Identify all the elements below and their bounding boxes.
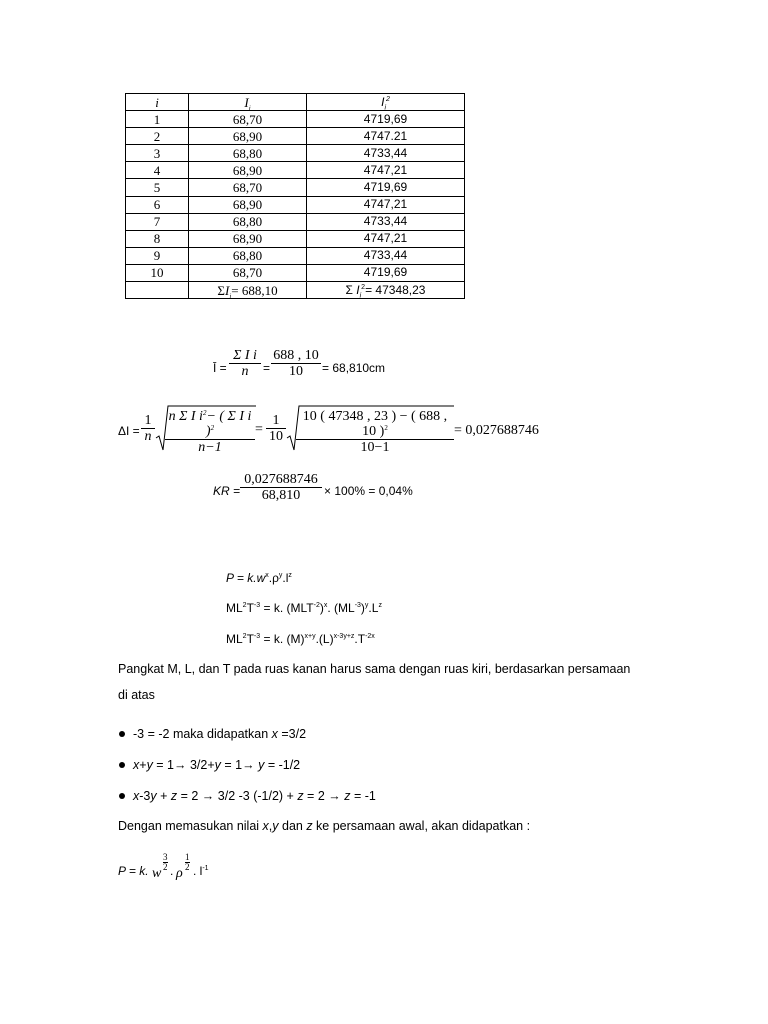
table-row xyxy=(126,247,465,264)
final-rho: ρ xyxy=(176,866,183,881)
rho-exponent: 1 2 xyxy=(185,852,190,872)
dim-equation-1: $P = k.w^x.\rho^y.l^z$ xyxy=(226,571,292,585)
table-header-row xyxy=(126,94,465,111)
table-cell: 4747,21 xyxy=(307,162,465,179)
table-cell: 3 xyxy=(126,145,189,162)
delta-lhs: ΔI = xyxy=(118,424,140,438)
radicand-2: $\frac{10 ( 47348 , 23 ) - ( 688 , 10 )^2}{10-1}$ xyxy=(296,409,454,455)
table-cell: 4733,44 xyxy=(307,247,465,264)
header-i: i xyxy=(126,94,189,111)
delta-equals-1: = xyxy=(255,422,263,437)
table-cell: 10 xyxy=(126,264,189,281)
table-cell: 6 xyxy=(126,196,189,213)
table-row xyxy=(126,213,465,230)
mean-fraction-1: $\frac{\text{Σ I i}}{n}$ xyxy=(229,348,261,379)
sum-blank xyxy=(126,282,189,299)
bullet-icon xyxy=(119,762,125,768)
header-Ii-squared: $I_i^2$ xyxy=(307,94,465,111)
radicand-1: $\frac{n \Sigma I i^2- ( \Sigma I i )^2}{n-1}$ xyxy=(165,409,255,455)
table-cell: 9 xyxy=(126,247,189,264)
paragraph-2: Dengan memasukan nilai x,y dan z ke persamaan awal, akan didapatkan : xyxy=(118,819,531,833)
paragraph-line-2: di atas xyxy=(118,688,155,702)
table-row xyxy=(126,145,465,162)
mean-result: = 68,810cm xyxy=(322,361,386,375)
sum-Ii-squared: Σ $I_i^2= 47348,23$ xyxy=(307,282,465,299)
bullet-icon xyxy=(119,731,125,737)
table-row xyxy=(126,128,465,145)
table-cell: 4747.21 xyxy=(307,128,465,145)
bullet-1: -3 = -2 maka didapatkan x =3/2 xyxy=(133,727,307,741)
table-cell: 68,90 xyxy=(189,162,307,179)
table-cell: 1 xyxy=(126,111,189,128)
table-cell: 4747,21 xyxy=(307,230,465,247)
final-w: w xyxy=(152,866,162,881)
table-cell: 5 xyxy=(126,179,189,196)
table-cell: 4733,44 xyxy=(307,145,465,162)
table-cell: 68,80 xyxy=(189,145,307,162)
mean-lhs: Ī = xyxy=(213,361,227,375)
table-row xyxy=(126,196,465,213)
table-row xyxy=(126,230,465,247)
dim-equation-3: $ML^2T^{-3} = k$. $(M)^{x+y}.(L)^{x-3y+z}.T^{-2x}$ xyxy=(226,632,375,646)
kr-lhs: KR = xyxy=(213,484,241,498)
final-lhs: P = k. xyxy=(118,864,149,878)
header-Ii: $I_i$ xyxy=(189,94,307,111)
final-l: . $l^{-1}$ xyxy=(193,864,209,878)
table-cell: 68,90 xyxy=(189,230,307,247)
paragraph-line-1: Pangkat M, L, dan T pada ruas kanan harus sama dengan ruas kiri, berdasarkan persamaan xyxy=(118,662,631,676)
mean-equals: = xyxy=(263,361,271,375)
data-table xyxy=(125,93,465,299)
table-cell: 2 xyxy=(126,128,189,145)
table-cell: 68,70 xyxy=(189,179,307,196)
table-cell: 68,70 xyxy=(189,111,307,128)
table-row xyxy=(126,179,465,196)
w-exponent: 3 2 xyxy=(163,852,168,872)
dim-equation-2: $ML^2T^{-3} = k$. $(MLT^{-2})^x$. $(ML^{-3})^y.L^z$ xyxy=(226,601,382,615)
table-cell: 4719,69 xyxy=(307,179,465,196)
table-row xyxy=(126,264,465,281)
table-cell: 68,90 xyxy=(189,196,307,213)
table-cell: 4719,69 xyxy=(307,111,465,128)
table-cell: 4733,44 xyxy=(307,213,465,230)
table-cell: 68,90 xyxy=(189,128,307,145)
table-sum-row xyxy=(126,282,465,299)
sum-Ii: $\Sigma I_i= 688,10$ xyxy=(189,282,307,299)
table-cell: 8 xyxy=(126,230,189,247)
table-cell: 68,70 xyxy=(189,264,307,281)
table-cell: 68,80 xyxy=(189,247,307,264)
delta-fraction-1: $\frac{1}{n}$ xyxy=(141,413,155,444)
table-row xyxy=(126,111,465,128)
table-cell: 7 xyxy=(126,213,189,230)
kr-fraction: $\frac{0,027688746}{68,810}$ xyxy=(240,472,322,503)
mean-fraction-2: $\frac{688 , 10}{10}$ xyxy=(271,348,321,379)
table-cell: 4719,69 xyxy=(307,264,465,281)
delta-fraction-2: $\frac{1}{10}$ xyxy=(266,413,286,444)
bullet-2: x+y = 1→ 3/2+y = 1→ y = -1/2 xyxy=(133,758,301,772)
bullet-3: x-3y + z = 2 → 3/2 -3 (-1/2) + z = 2 → z = -1 xyxy=(133,789,376,803)
delta-result: = 0,027688746 xyxy=(454,423,539,438)
final-dot-1: . xyxy=(170,864,174,878)
kr-result: × 100% = 0,04% xyxy=(324,484,413,498)
table-cell: 4747,21 xyxy=(307,196,465,213)
table-cell: 4 xyxy=(126,162,189,179)
table-cell: 68,80 xyxy=(189,213,307,230)
table-row xyxy=(126,162,465,179)
bullet-icon xyxy=(119,793,125,799)
